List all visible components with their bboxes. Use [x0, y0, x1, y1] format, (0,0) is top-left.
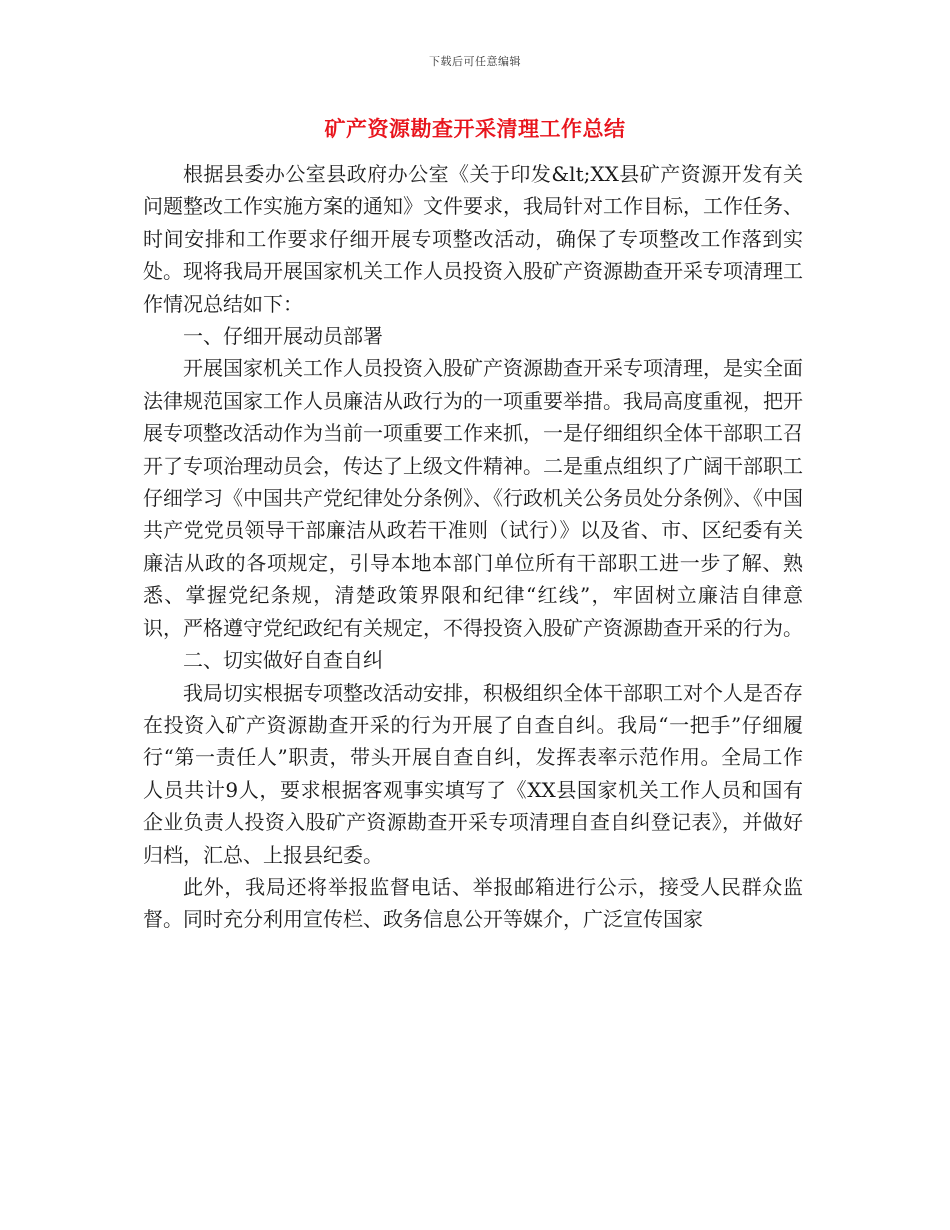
- document-title: 矿产资源勘查开采清理工作总结: [324, 116, 626, 141]
- paragraph-intro: 根据县委办公室县政府办公室《关于印发&lt;XX县矿产资源开发有关问题整改工作实施方案的通知》文件要求，我局针对工作目标，工作任务、时间安排和工作要求仔细开展专项整改活动，确保了专项整改工作落到实处。现将我局开展国家机关工作人员投资入股矿产资源勘查开采专项清理工作情况总结如下：: [143, 162, 803, 316]
- document-body: [143, 158, 803, 936]
- section-heading-2: 二、切实做好自查自纠: [183, 648, 383, 673]
- paragraph-section-2: 我局切实根据专项整改活动安排，积极组织全体干部职工对个人是否存在投资入矿产资源勘查开采的行为开展了自查自纠。我局“一把手”仔细履行“第一责任人”职责，带头开展自查自纠，发挥表率示范作用。全局工作人员共计9人，要求根据客观事实填写了《XX县国家机关工作人员和国有企业负责人投资入股矿产资源勘查开采专项清理自查自纠登记表》，并做好归档，汇总、上报县纪委。: [143, 680, 803, 867]
- page-header: 下载后可任意编辑: [429, 55, 521, 68]
- paragraph-supervision: 此外，我局还将举报监督电话、举报邮箱进行公示，接受人民群众监督。同时充分利用宣传栏、政务信息公开等媒介，广泛宣传国家: [143, 874, 803, 932]
- paragraph-section-1: 开展国家机关工作人员投资入股矿产资源勘查开采专项清理，是实全面法律规范国家工作人员廉洁从政行为的一项重要举措。我局高度重视，把开展专项整改活动作为当前一项重要工作来抓，一是仔细组织全体干部职工召开了专项治理动员会，传达了上级文件精神。二是重点组织了广阔干部职工仔细学习《中国共产党纪律处分条例》、《行政机关公务员处分条例》、《中国共产党党员领导干部廉洁从政若干准则（试行）》以及省、市、区纪委有关廉洁从政的各项规定，引导本地本部门单位所有干部职工进一步了解、熟悉、掌握党纪条规，清楚政策界限和纪律“红线”，牢固树立廉洁自律意识，严格遵守党纪政纪有关规定，不得投资入股矿产资源勘查开采的行为。: [143, 356, 803, 640]
- section-heading-1: 一、仔细开展动员部署: [183, 324, 383, 349]
